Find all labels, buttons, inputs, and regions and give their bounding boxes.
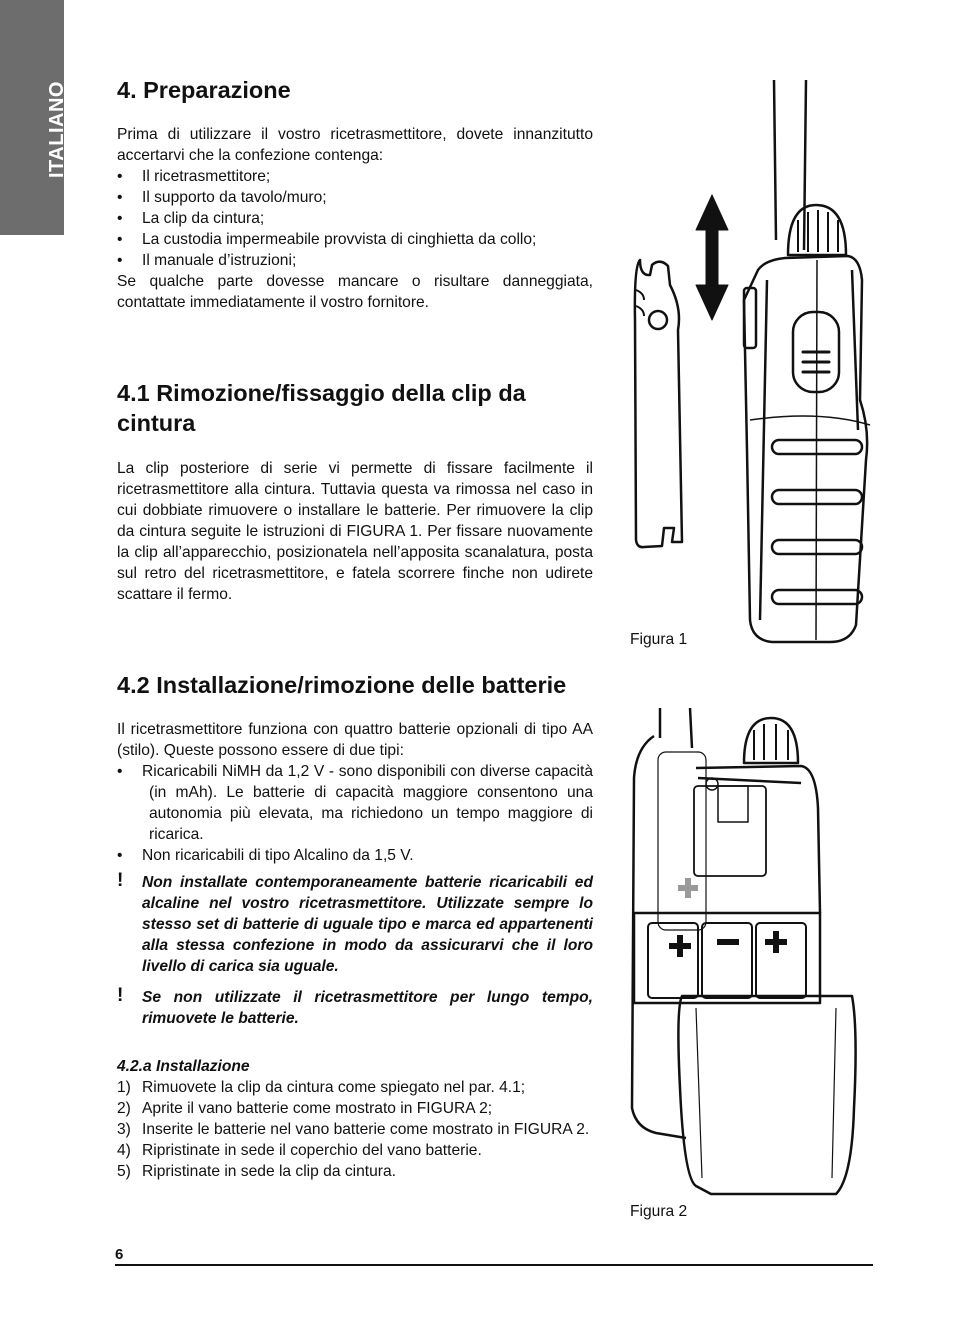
warning-icon: ! [117, 985, 124, 1006]
figure-1-radio-clip-illustration [620, 80, 880, 650]
page-number: 6 [115, 1246, 124, 1263]
install-steps-list [117, 1077, 593, 1182]
language-label: ITALIANO [46, 81, 68, 178]
list-item: 2) Aprite il vano batterie come mostrato in FIGURA 2; [117, 1100, 493, 1117]
list-item: 1) Rimuovete la clip da cintura come spiegato nel par. 4.1; [117, 1079, 526, 1096]
language-side-tab [0, 0, 68, 235]
section-title: 4.1 Rimozione/fissaggio della clip da cintura [117, 380, 526, 436]
list-item: • La custodia impermeabile provvista di cinghietta da collo; [117, 231, 537, 248]
footer-rule [115, 1264, 873, 1266]
list-item: • Il manuale d’istruzioni; [117, 252, 297, 269]
warning-note: ! Non installate contemporaneamente batterie ricaricabili ed alcaline nel vostro ricetrasmettitore. Utilizzate sempre lo stesso set di batterie di uguale tipo e marca ed appartenenti alla stessa confezione in modo da assicurarvi che il loro livello di carica sia uguale. [117, 870, 593, 975]
figure-2-battery-compartment-illustration [626, 708, 876, 1200]
paragraph: Il ricetrasmettitore funziona con quattro batterie opzionali di tipo AA (stilo). Queste possono essere di due tipi: [117, 721, 593, 759]
section-clip [117, 378, 593, 605]
list-item: 5) Ripristinate in sede la clip da cintura. [117, 1163, 396, 1180]
list-item: • Il supporto da tavolo/muro; [117, 189, 327, 206]
figure-2-caption: Figura 2 [630, 1203, 688, 1220]
figure-1-caption: Figura 1 [630, 631, 688, 648]
section-preparazione [117, 75, 593, 313]
section-title: 4.2 Installazione/rimozione delle batterie [117, 672, 567, 698]
paragraph: La clip posteriore di serie vi permette di fissare facilmente il ricetrasmettitore alla cintura. Tuttavia questa va rimossa nel caso in cui dobbiate rimuovere o installare le batterie. Per rimuovere la clip da cintura seguite le istruzioni di FIGURA 1. Per fissare nuovamente la clip all’apparecchio, posizionatela nell’apposita scanalatura, posta sul retro del ricetrasmettitore, e fatela scorrere finche non udirete scattare il fermo. [117, 460, 593, 603]
section-batterie [117, 670, 593, 1182]
package-contents-list [117, 166, 593, 271]
battery-types-list [117, 761, 593, 866]
list-item: • Ricaricabili NiMH da 1,2 V - sono disponibili con diverse capacità (in mAh). Le batterie di capacità maggiore consentono una autonomia più elevata, ma richiedono un tempo maggiore di ricarica. [117, 763, 593, 843]
list-item: • Non ricaricabili di tipo Alcalino da 1,5 V. [117, 847, 414, 864]
paragraph: Se qualche parte dovesse mancare o risultare danneggiata, contattate immediatamente il vostro fornitore. [117, 273, 593, 311]
section-title: 4. Preparazione [117, 77, 291, 103]
warning-icon: ! [117, 870, 124, 891]
warning-note: ! Se non utilizzate il ricetrasmettitore per lungo tempo, rimuovete le batterie. [117, 985, 593, 1027]
list-item: 4) Ripristinate in sede il coperchio del vano batterie. [117, 1142, 482, 1159]
list-item: • Il ricetrasmettitore; [117, 168, 271, 185]
list-item: • La clip da cintura; [117, 210, 265, 227]
subsection-title: 4.2.a Installazione [117, 1058, 250, 1075]
list-item: 3) Inserite le batterie nel vano batterie come mostrato in FIGURA 2. [117, 1121, 590, 1138]
paragraph: Prima di utilizzare il vostro ricetrasmettitore, dovete innanzitutto accertarvi che la confezione contenga: [117, 126, 593, 164]
